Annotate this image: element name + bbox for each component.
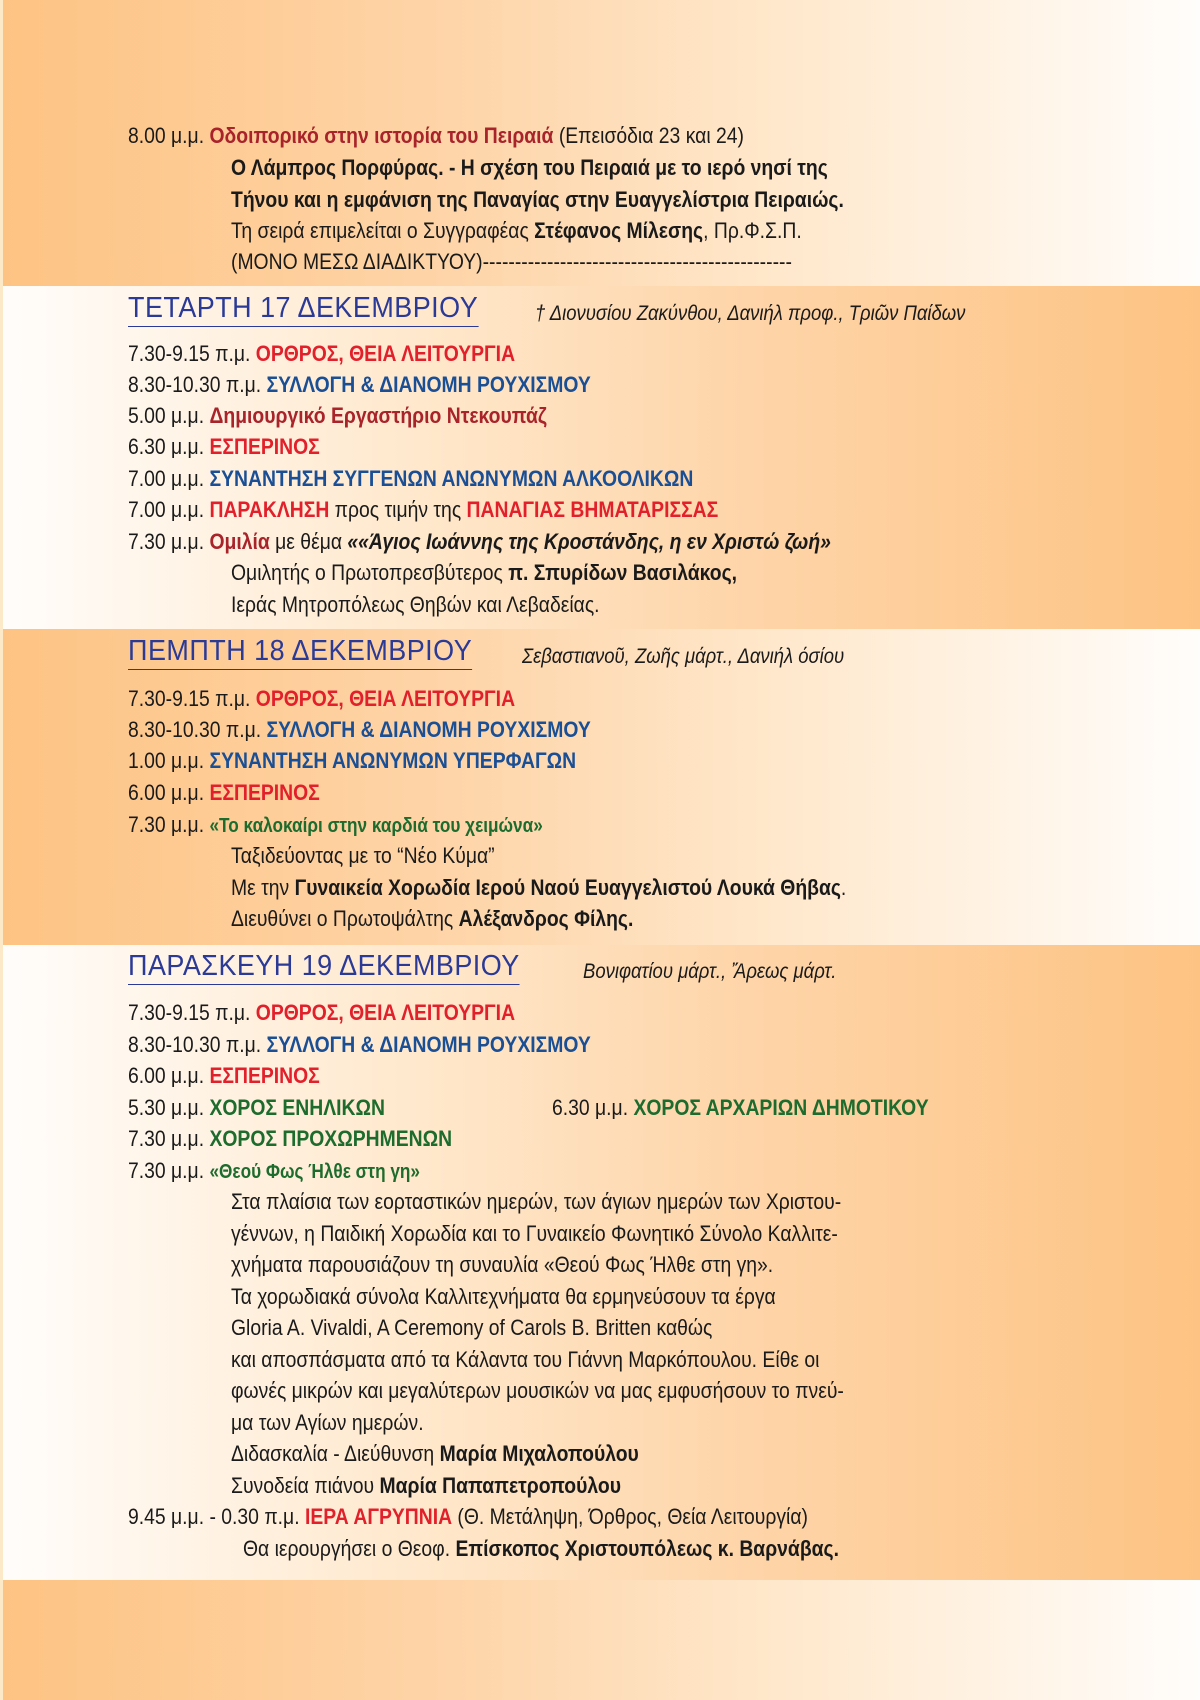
event-title: ΙΕΡΑ ΑΓΡΥΠΝΙΑ bbox=[304, 1504, 453, 1529]
day-title: ΠΑΡΑΣΚΕΥΗ 19 ΔΕΚΕΜΒΡΙΟΥ bbox=[128, 950, 520, 985]
choir-period: . bbox=[840, 875, 847, 900]
intro-line-1 bbox=[128, 121, 744, 151]
event-time: 6.00 μ.μ. bbox=[128, 1063, 210, 1088]
event-row bbox=[128, 432, 320, 462]
saints-of-day: † Διονυσίου Ζακύνθου, Δανιήλ προφ., Τριῶν Παίδων bbox=[535, 302, 966, 325]
event-title: ΣΥΛΛΟΓΗ & ΔΙΑΝΟΜΗ ΡΟΥΧΙΣΜΟΥ bbox=[266, 717, 591, 742]
event-row bbox=[128, 495, 718, 525]
intro-line-5: (ΜΟΝΟ ΜΕΣΩ ΔΙΑΔΙΚΤΥΟΥ)------------------------------------------------ bbox=[231, 249, 792, 274]
event-row bbox=[128, 1156, 420, 1187]
event-row bbox=[128, 527, 831, 557]
event-row bbox=[128, 684, 515, 714]
event-detail bbox=[231, 1439, 639, 1469]
event-time: 6.30 μ.μ. bbox=[128, 434, 210, 459]
event-description-line: Τα χορωδιακά σύνολα Καλλιτεχνήματα θα ερμηνεύσουν τα έργα bbox=[231, 1284, 776, 1309]
event-row bbox=[128, 1502, 808, 1532]
speaker-label: Ομιλητής ο Πρωτοπρεσβύτερος bbox=[231, 560, 509, 585]
event-detail bbox=[231, 904, 633, 934]
event-time: 8.30-10.30 π.μ. bbox=[128, 372, 267, 397]
pianist-name: Μαρία Παπαπετροπούλου bbox=[379, 1473, 621, 1498]
event-detail: Ταξιδεύοντας με το “Νέο Κύμα” bbox=[231, 843, 495, 868]
event-title: ΣΥΛΛΟΓΗ & ΔΙΑΝΟΜΗ ΡΟΥΧΙΣΜΟΥ bbox=[266, 372, 591, 397]
speaker-name: π. Σπυρίδων Βασιλάκος, bbox=[508, 560, 738, 585]
celebrant-label: Θα ιερουργήσει ο Θεοφ. bbox=[243, 1536, 456, 1561]
event-time: 5.30 μ.μ. bbox=[128, 1095, 210, 1120]
event-description-line: μα των Αγίων ημερών. bbox=[231, 1410, 424, 1435]
event-description-line: γέννων, η Παιδική Χορωδία και το Γυναικείο Φωνητικό Σύνολο Καλλιτε- bbox=[231, 1221, 838, 1246]
choir-label: Με την bbox=[231, 875, 295, 900]
event-title: ΕΣΠΕΡΙΝΟΣ bbox=[209, 780, 320, 805]
event-detail: Ιεράς Μητροπόλεως Θηβών και Λεβαδείας. bbox=[231, 592, 600, 617]
event-row bbox=[128, 746, 576, 776]
event-description-line: χνήματα παρουσιάζουν τη συναυλία «Θεού Φως Ήλθε στη γη». bbox=[231, 1252, 774, 1277]
conductor-name: Αλέξανδρος Φίλης. bbox=[458, 906, 634, 931]
event-detail bbox=[231, 1471, 621, 1501]
event-time: 7.30 μ.μ. bbox=[128, 1126, 210, 1151]
event-title: ΟΡΘΡΟΣ, ΘΕΙΑ ΛΕΙΤΟΥΡΓΙΑ bbox=[255, 686, 516, 711]
event-detail bbox=[231, 873, 846, 903]
celebrant-name: Επίσκοπος Χριστουπόλεως κ. Βαρνάβας. bbox=[455, 1536, 839, 1561]
event-title: ΧΟΡΟΣ ΕΝΗΛΙΚΩΝ bbox=[209, 1095, 385, 1120]
event-title: «Θεού Φως Ήλθε στη γη» bbox=[209, 1161, 420, 1183]
event-time: 7.30 μ.μ. bbox=[128, 1158, 210, 1183]
intro-line-2: Ο Λάμπρος Πορφύρας. - Η σχέση του Πειραιά με το ιερό νησί της bbox=[231, 155, 828, 180]
event-description-line: φωνές μικρών και μεγαλύτερων μουσικών να μας εμφυσήσουν το πνεύ- bbox=[231, 1378, 844, 1403]
day-heading bbox=[128, 292, 966, 327]
left-edge-strip bbox=[0, 0, 3, 1700]
event-time: 6.00 μ.μ. bbox=[128, 780, 210, 805]
event-row bbox=[552, 1093, 929, 1123]
event-title: ΟΡΘΡΟΣ, ΘΕΙΑ ΛΕΙΤΟΥΡΓΙΑ bbox=[255, 1000, 516, 1025]
event-time: 1.00 μ.μ. bbox=[128, 748, 210, 773]
event-time: 7.30 μ.μ. bbox=[128, 529, 210, 554]
event-description-line: και αποσπάσματα από τα Κάλαντα του Γιάννη Μαρκόπουλου. Είθε οι bbox=[231, 1347, 820, 1372]
event-time: 8.00 μ.μ. bbox=[128, 123, 205, 148]
event-row bbox=[128, 370, 591, 400]
event-row bbox=[128, 715, 591, 745]
event-time: 6.30 μ.μ. bbox=[552, 1095, 634, 1120]
event-detail bbox=[231, 558, 737, 588]
event-time: 8.30-10.30 π.μ. bbox=[128, 717, 267, 742]
event-title: Ομιλία bbox=[209, 529, 270, 554]
event-time: 7.30-9.15 π.μ. bbox=[128, 341, 256, 366]
curator-name: Στέφανος Μίλεσης bbox=[534, 218, 704, 243]
event-time: 9.45 μ.μ. - 0.30 π.μ. bbox=[128, 1504, 305, 1529]
day-heading bbox=[128, 635, 845, 670]
saints-of-day: Σεβαστιανοῦ, Ζωῆς μάρτ., Δανιήλ όσίου bbox=[522, 645, 845, 668]
saints-of-day: Βονιφατίου μάρτ., Ἄρεως μάρτ. bbox=[583, 960, 837, 983]
event-time: 8.30-10.30 π.μ. bbox=[128, 1032, 267, 1057]
piano-label: Συνοδεία πιάνου bbox=[231, 1473, 380, 1498]
event-description-line: Στα πλαίσια των εορταστικών ημερών, των άγιων ημερών των Χριστου- bbox=[231, 1189, 842, 1214]
intro-line-4 bbox=[231, 216, 802, 246]
event-row bbox=[128, 1093, 385, 1123]
director-label: Διδασκαλία - Διεύθυνση bbox=[231, 1441, 440, 1466]
event-title: «Το καλοκαίρι στην καρδιά του χειμώνα» bbox=[209, 815, 543, 837]
event-time: 7.30 μ.μ. bbox=[128, 812, 210, 837]
event-connector: προς τιμήν της bbox=[329, 497, 467, 522]
curator-label: Τη σειρά επιμελείται ο Συγγραφέας bbox=[231, 218, 535, 243]
conductor-label: Διευθύνει ο Πρωτοψάλτης bbox=[231, 906, 459, 931]
event-row bbox=[128, 1124, 452, 1154]
event-episodes: (Επεισόδια 23 και 24) bbox=[553, 123, 744, 148]
event-title: ΧΟΡΟΣ ΑΡΧΑΡΙΩΝ ΔΗΜΟΤΙΚΟΥ bbox=[633, 1095, 929, 1120]
event-time: 5.00 μ.μ. bbox=[128, 403, 210, 428]
event-connector: με θέμα bbox=[269, 529, 348, 554]
event-description-line: Gloria A. Vivaldi, A Ceremony of Carols B. Britten καθώς bbox=[231, 1315, 713, 1340]
event-time: 7.00 μ.μ. bbox=[128, 466, 210, 491]
lecture-topic: ««Άγιος Ιωάννης της Κροστάνδης, η εν Χριστώ ζωή» bbox=[347, 529, 831, 554]
event-row bbox=[128, 339, 515, 369]
day-heading bbox=[128, 950, 837, 985]
event-title: ΣΥΝΑΝΤΗΣΗ ΣΥΓΓΕΝΩΝ ΑΝΩΝΥΜΩΝ ΑΛΚΟΟΛΙΚΩΝ bbox=[209, 466, 694, 491]
event-title: ΕΣΠΕΡΙΝΟΣ bbox=[209, 1063, 320, 1088]
event-title: Δημιουργικό Εργαστήριο Ντεκουπάζ bbox=[209, 403, 547, 428]
day-title: ΠΕΜΠΤΗ 18 ΔΕΚΕΜΒΡΙΟΥ bbox=[128, 635, 472, 670]
event-notes: (Θ. Μετάληψη, Όρθρος, Θεία Λειτουργία) bbox=[452, 1504, 808, 1529]
event-title: ΣΥΝΑΝΤΗΣΗ ΑΝΩΝΥΜΩΝ ΥΠΕΡΦΑΓΩΝ bbox=[209, 748, 577, 773]
event-row bbox=[128, 1030, 591, 1060]
event-row bbox=[128, 998, 515, 1028]
event-title: ΟΡΘΡΟΣ, ΘΕΙΑ ΛΕΙΤΟΥΡΓΙΑ bbox=[255, 341, 516, 366]
event-row bbox=[128, 464, 693, 494]
event-row bbox=[128, 778, 320, 808]
event-row bbox=[128, 1061, 320, 1091]
event-time: 7.30-9.15 π.μ. bbox=[128, 1000, 256, 1025]
event-title: ΕΣΠΕΡΙΝΟΣ bbox=[209, 434, 320, 459]
event-row bbox=[128, 810, 543, 841]
curator-title: , Πρ.Φ.Σ.Π. bbox=[703, 218, 802, 243]
event-title: ΧΟΡΟΣ ΠΡΟΧΩΡΗΜΕΝΩΝ bbox=[209, 1126, 453, 1151]
event-title: ΣΥΛΛΟΓΗ & ΔΙΑΝΟΜΗ ΡΟΥΧΙΣΜΟΥ bbox=[266, 1032, 591, 1057]
choir-name: Γυναικεία Χορωδία Ιερού Ναού Ευαγγελιστού Λουκά Θήβας bbox=[294, 875, 841, 900]
event-time: 7.30-9.15 π.μ. bbox=[128, 686, 256, 711]
day-title: ΤΕΤΑΡΤΗ 17 ΔΕΚΕΜΒΡΙΟΥ bbox=[128, 292, 478, 327]
event-title: ΠΑΡΑΚΛΗΣΗ bbox=[209, 497, 330, 522]
director-name: Μαρία Μιχαλοπούλου bbox=[439, 1441, 639, 1466]
event-title: Οδοιπορικό στην ιστορία του Πειραιά bbox=[209, 123, 554, 148]
event-title-2: ΠΑΝΑΓΙΑΣ ΒΗΜΑΤΑΡΙΣΣΑΣ bbox=[466, 497, 719, 522]
event-detail bbox=[243, 1534, 839, 1564]
background-band-footer bbox=[0, 1580, 1200, 1700]
event-time: 7.00 μ.μ. bbox=[128, 497, 210, 522]
intro-line-3: Τήνου και η εμφάνιση της Παναγίας στην Ευαγγελίστρια Πειραιώς. bbox=[231, 187, 844, 212]
event-row bbox=[128, 401, 547, 431]
